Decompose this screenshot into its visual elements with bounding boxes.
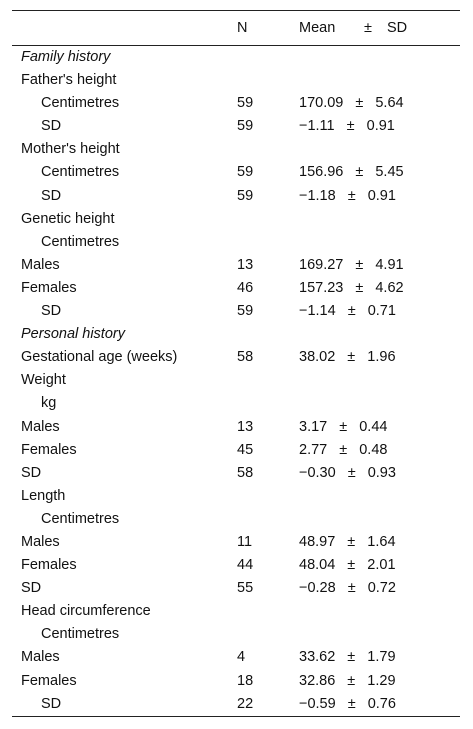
cell-mean: −0.59: [299, 695, 336, 712]
cell-mean: 3.17: [299, 418, 328, 435]
table-row: [12, 485, 460, 508]
cell-n: 4: [237, 649, 246, 666]
row-label: Females: [21, 672, 77, 689]
cell-mean: −0.30: [299, 464, 336, 481]
row-label: Mother's height: [21, 141, 120, 158]
table-row: [12, 231, 460, 254]
cell-mean: −0.28: [299, 580, 336, 597]
cell-sd: 4.91: [375, 256, 404, 273]
cell-sd: 5.64: [375, 95, 404, 112]
row-label: Length: [21, 487, 66, 504]
table-body: [12, 46, 460, 716]
cell-plus-minus: ±: [339, 418, 348, 435]
row-label: SD: [41, 695, 62, 712]
row-label: kg: [41, 395, 57, 412]
table-row: [12, 300, 460, 323]
cell-plus-minus: ±: [347, 557, 356, 574]
cell-n: 59: [237, 164, 254, 181]
table-bottom-rule: [12, 716, 460, 717]
table-row: [12, 161, 460, 184]
cell-mean: 170.09: [299, 95, 344, 112]
row-label: Males: [21, 256, 60, 273]
cell-sd: 0.48: [359, 441, 388, 458]
cell-n: 44: [237, 557, 254, 574]
row-label: Females: [21, 441, 77, 458]
cell-n: 11: [237, 533, 253, 550]
row-label: Father's height: [21, 72, 117, 89]
cell-mean: 33.62: [299, 649, 336, 666]
cell-sd: 0.72: [367, 580, 396, 597]
table-row: [12, 577, 460, 600]
cell-mean: 48.97: [299, 533, 336, 550]
cell-sd: 1.64: [367, 533, 396, 550]
table-row: [12, 623, 460, 646]
cell-plus-minus: ±: [355, 256, 364, 273]
cell-mean: 157.23: [299, 279, 344, 296]
row-label: Centimetres: [41, 233, 120, 250]
row-label: Head circumference: [21, 603, 151, 620]
cell-plus-minus: ±: [355, 164, 364, 181]
cell-n: 45: [237, 441, 254, 458]
cell-mean: 2.77: [299, 441, 328, 458]
table-row: [12, 392, 460, 415]
row-label: SD: [41, 303, 62, 320]
row-label: Centimetres: [41, 95, 120, 112]
row-label: Weight: [21, 372, 66, 389]
row-label: Centimetres: [41, 626, 120, 643]
cell-n: 22: [237, 695, 254, 712]
cell-n: 59: [237, 303, 254, 320]
row-label: Genetic height: [21, 210, 115, 227]
cell-n: 58: [237, 349, 254, 366]
cell-sd: 0.71: [367, 303, 396, 320]
row-label: Personal history: [21, 326, 125, 343]
table-row: [12, 554, 460, 577]
table-row: [12, 693, 460, 716]
cell-plus-minus: ±: [347, 533, 356, 550]
cell-plus-minus: ±: [346, 118, 355, 135]
row-label: Centimetres: [41, 510, 120, 527]
row-label: Females: [21, 279, 77, 296]
cell-n: 59: [237, 187, 254, 204]
cell-plus-minus: ±: [347, 672, 356, 689]
cell-mean: −1.11: [299, 118, 335, 135]
cell-sd: 4.62: [375, 279, 404, 296]
row-label: Males: [21, 649, 60, 666]
row-label: Gestational age (weeks): [21, 349, 178, 366]
cell-mean: 38.02: [299, 349, 336, 366]
cell-n: 59: [237, 95, 254, 112]
row-label: Males: [21, 533, 60, 550]
cell-plus-minus: ±: [355, 279, 364, 296]
cell-sd: 1.29: [367, 672, 396, 689]
table-row: [12, 69, 460, 92]
table-row: [12, 670, 460, 693]
cell-sd: 0.44: [359, 418, 388, 435]
table-row: [12, 277, 460, 300]
cell-mean: 169.27: [299, 256, 344, 273]
row-label: Males: [21, 418, 60, 435]
table-row: [12, 185, 460, 208]
cell-mean: 48.04: [299, 557, 336, 574]
table-row: [12, 600, 460, 623]
row-label: SD: [21, 580, 42, 597]
cell-sd: 0.76: [367, 695, 396, 712]
cell-n: 13: [237, 418, 254, 435]
cell-sd: 1.79: [367, 649, 396, 666]
table-row: [12, 531, 460, 554]
cell-plus-minus: ±: [347, 464, 356, 481]
table-row: [12, 462, 460, 485]
cell-n: 13: [237, 256, 254, 273]
cell-sd: 1.96: [367, 349, 396, 366]
table-row: [12, 92, 460, 115]
table-row: [12, 646, 460, 669]
table-row: [12, 346, 460, 369]
table-row: [12, 46, 460, 69]
data-table: [12, 10, 460, 717]
row-label: SD: [41, 187, 62, 204]
cell-n: 55: [237, 580, 254, 597]
cell-n: 46: [237, 279, 254, 296]
header-plus-minus: ±: [364, 20, 372, 36]
row-label: Centimetres: [41, 164, 120, 181]
table-row: [12, 369, 460, 392]
cell-plus-minus: ±: [347, 349, 356, 366]
cell-mean: 32.86: [299, 672, 336, 689]
table-row: [12, 115, 460, 138]
table-row: [12, 208, 460, 231]
table-row: [12, 439, 460, 462]
row-label: Family history: [21, 49, 111, 65]
row-label: Females: [21, 557, 77, 574]
cell-plus-minus: ±: [347, 580, 356, 597]
cell-plus-minus: ±: [347, 187, 356, 204]
cell-plus-minus: ±: [347, 649, 356, 666]
table-row: [12, 138, 460, 161]
cell-plus-minus: ±: [339, 441, 348, 458]
cell-mean: −1.18: [299, 187, 336, 204]
cell-sd: 5.45: [375, 164, 404, 181]
row-label: SD: [41, 118, 62, 135]
cell-n: 58: [237, 464, 254, 481]
table-row: [12, 323, 460, 346]
cell-n: 18: [237, 672, 254, 689]
table-row: [12, 508, 460, 531]
cell-sd: 0.93: [367, 464, 396, 481]
cell-sd: 0.91: [367, 187, 396, 204]
header-sd: SD: [387, 20, 408, 36]
row-label: SD: [21, 464, 42, 481]
cell-n: 59: [237, 118, 254, 135]
cell-mean: 156.96: [299, 164, 344, 181]
cell-sd: 2.01: [367, 557, 396, 574]
table-header-row: [12, 11, 460, 45]
cell-sd: 0.91: [366, 118, 395, 135]
cell-plus-minus: ±: [355, 95, 364, 112]
header-n: N: [237, 20, 248, 36]
table-row: [12, 254, 460, 277]
cell-plus-minus: ±: [347, 695, 356, 712]
cell-mean: −1.14: [299, 303, 336, 320]
table-row: [12, 416, 460, 439]
cell-plus-minus: ±: [347, 303, 356, 320]
header-mean: Mean: [299, 20, 336, 36]
